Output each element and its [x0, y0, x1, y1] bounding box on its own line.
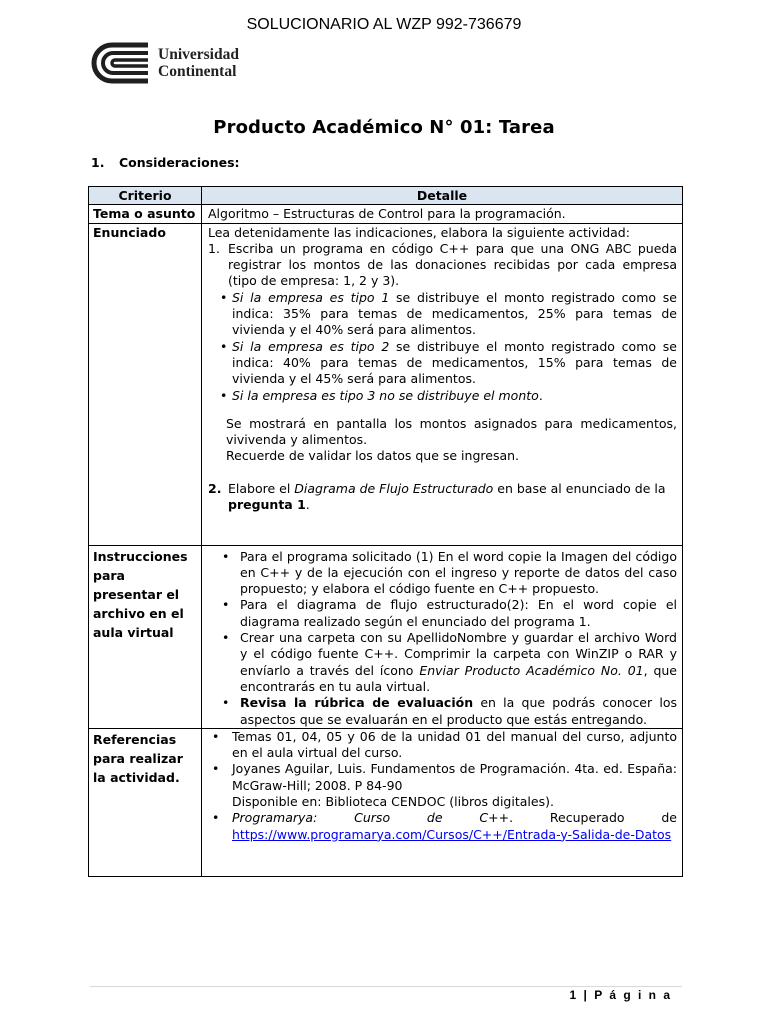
tipo-3-end: .	[538, 387, 543, 403]
item-2-pre: Elabore el	[228, 480, 295, 496]
item-1-text: Escriba un programa en código C++ para que una ONG ABC pueda registrar los montos de las donaciones recibidas por cada empresa (tipo de empresa: 1, 2 y 3).	[228, 240, 677, 289]
row-referencias	[89, 728, 683, 876]
ref-2-line-2: Disponible en: Biblioteca CENDOC (libros digitales).	[232, 794, 554, 810]
referencias-detail	[202, 728, 683, 876]
ref-bullet-2	[208, 761, 677, 810]
instr-3-end: , que encontrarás en tu aula virtual.	[240, 662, 677, 694]
tema-value: Algoritmo – Estructuras de Control para la programación.	[202, 205, 683, 223]
ref-bullet-1: • Temas 01, 04, 05 y 06 de la unidad 01 del manual del curso, adjunto en el aula virtual del curso.	[208, 729, 677, 762]
validate-text: Recuerde de validar los datos que se ingresan.	[226, 448, 520, 464]
header-criterio: Criterio	[89, 187, 202, 205]
header-detalle: Detalle	[202, 187, 683, 205]
ref-2-line-1: • Joyanes Aguilar, Luis. Fundamentos de Programación. 4ta. ed. España: McGraw-Hill; 2008. P 84-90	[232, 761, 677, 793]
tipo-2-text: se distribuye el monto registrado como se indica: 40% para temas de medicamentos, 15% para temas de vivienda y el 45% será para alimentos.	[232, 338, 677, 387]
instr-3-pre: Crear una carpeta con su ApellidoNombre y guardar el archivo Word y el código fuente C++. Comprimir la carpeta con WinZIP o RAR y envíarlo a través del ícono	[240, 630, 677, 678]
tema-label: Tema o asunto	[89, 205, 202, 223]
instr-bullet-1: • Para el programa solicitado (1) En el word copie la Imagen del código en C++ y de la ejecución con el ingreso y reporte de datos del caso propuesto; y elabora el código fuente en C++ propuesto.	[208, 549, 677, 598]
show-text: Se mostrará en pantalla los montos asignados para medicamentos, vivivenda y alimentos.	[226, 415, 677, 448]
ref-3-italic: Programarya: Curso de C++	[232, 810, 510, 826]
instr-3-italic: Enviar Producto Académico No. 01	[419, 662, 644, 678]
programarya-link[interactable]: https://www.programarya.com/Cursos/C++/Entrada-y-Salida-de-Datos	[232, 826, 672, 842]
row-enunciado	[89, 223, 683, 545]
document-title: Producto Académico N° 01: Tarea	[213, 117, 555, 138]
enunciado-detail	[202, 223, 683, 545]
logo-line-1: Universidad	[158, 46, 239, 63]
footer-divider	[90, 986, 682, 987]
solucionario-banner: SOLUCIONARIO AL WZP 992-736679	[246, 16, 522, 33]
section-label: Consideraciones:	[119, 155, 240, 170]
enunciado-label: Enunciado	[89, 223, 202, 545]
instr-bullet-3	[208, 630, 677, 695]
item-1-number: 1.	[208, 240, 220, 256]
row-instrucciones	[89, 545, 683, 728]
referencias-label: Referencias para realizar la actividad.	[89, 728, 202, 876]
enunciado-item-1	[208, 241, 677, 290]
table-header-row	[89, 187, 683, 205]
tipo-1-bullet	[208, 290, 677, 339]
section-heading	[91, 155, 240, 170]
tipo-2-italic: Si la empresa es tipo 2	[232, 338, 390, 354]
considerations-table	[88, 186, 683, 877]
ref-3-mid: . Recuperado de	[509, 810, 677, 826]
item-2-italic: Diagrama de Flujo Estructurado	[294, 480, 494, 496]
item-2-mid: en base al enunciado de la	[493, 480, 666, 496]
instr-4-text: en la que podrás conocer los aspectos que se evaluarán en el producto que estás entregando.	[240, 695, 677, 727]
tipo-1-text: se distribuye el monto registrado como se indica: 35% para temas de medicamentos, 25% para temas de vivienda y el 40% será para alimentos.	[232, 289, 677, 338]
instrucciones-label: Instrucciones para presentar el archivo en el aula virtual	[89, 545, 202, 728]
logo-line-2: Continental	[158, 63, 237, 80]
instrucciones-detail	[202, 545, 683, 728]
section-number: 1.	[91, 155, 105, 170]
instr-bullet-4	[208, 695, 677, 728]
item-2-end: .	[305, 497, 310, 513]
page-number: 1 | P á g i n a	[569, 988, 672, 1002]
tipo-2-bullet	[208, 339, 677, 388]
row-tema	[89, 205, 683, 223]
enunciado-intro: Lea detenidamente las indicaciones, elabora la siguiente actividad:	[208, 224, 630, 240]
ref-bullet-3	[208, 810, 677, 843]
university-logo	[90, 40, 239, 86]
item-2-bold: pregunta 1	[228, 497, 306, 513]
item-2-number: 2.	[208, 480, 222, 496]
tipo-3-italic: Si la empresa es tipo 3 no se distribuye el monto	[232, 387, 539, 403]
enunciado-item-2	[208, 481, 677, 514]
tipo-1-italic: Si la empresa es tipo 1	[232, 289, 390, 305]
instr-4-bold: Revisa la rúbrica de evaluación	[240, 695, 474, 711]
continental-logo-icon	[90, 40, 152, 86]
tipo-3-bullet	[208, 388, 677, 404]
instr-bullet-2: • Para el diagrama de flujo estructurado(2): En el word copie el diagrama realizado según el enunciado del programa 1.	[208, 597, 677, 630]
